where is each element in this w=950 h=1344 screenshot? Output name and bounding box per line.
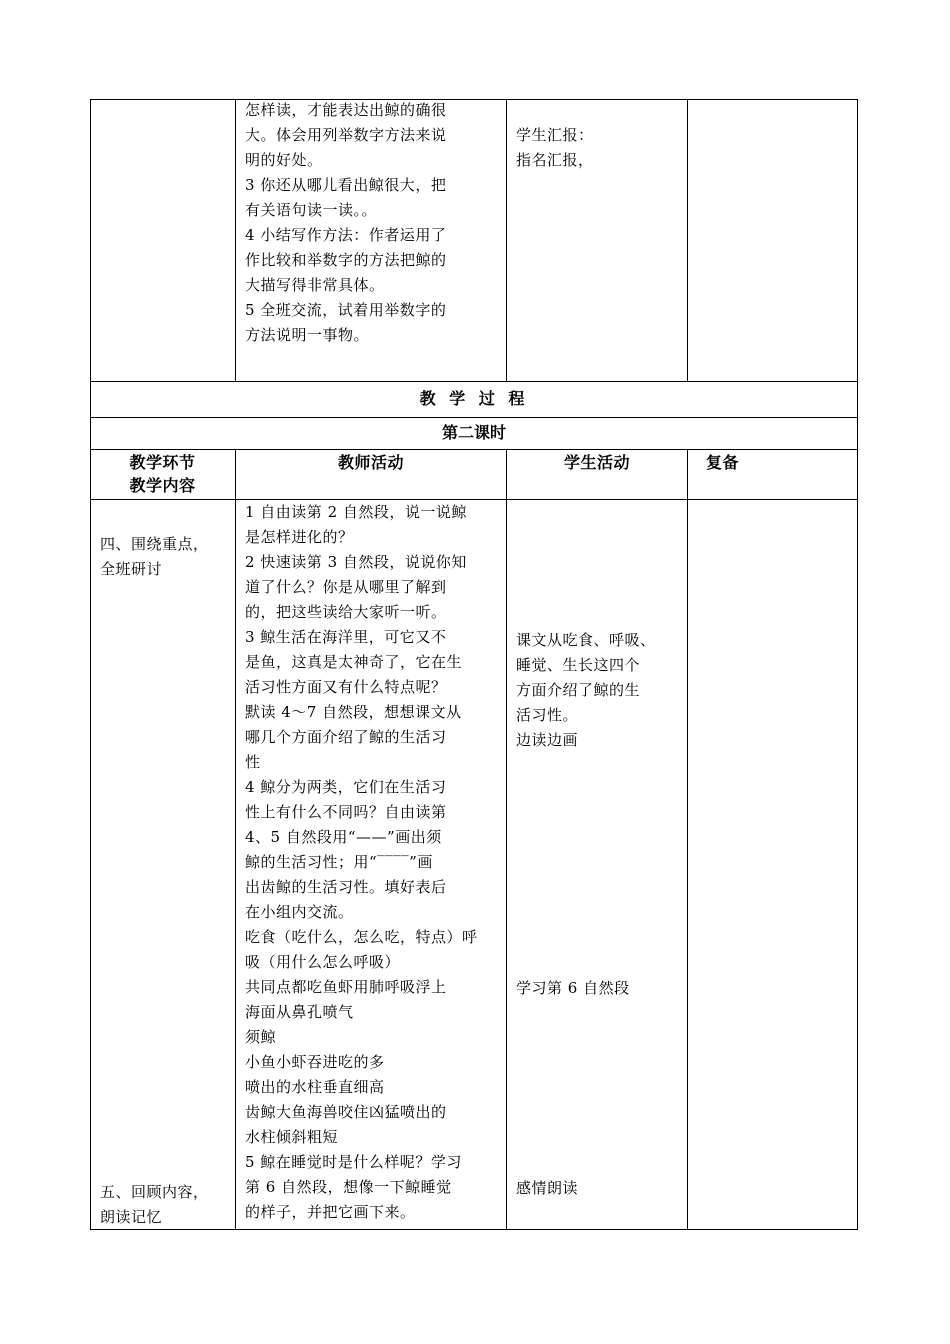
column-divider (506, 449, 507, 1230)
text-line: 作比较和举数字的方法把鲸的 (245, 251, 447, 269)
table-border-right (857, 99, 858, 1230)
text-line: 方面介绍了鲸的生 (516, 681, 641, 699)
segment-part5 (100, 1180, 209, 1230)
text-line: 4、5 自然段用“——”画出须 (245, 828, 442, 846)
text-line: 齿鲸大鱼海兽咬住凶猛喷出的 (245, 1103, 447, 1121)
text-line: 活习性。 (516, 706, 579, 724)
text-line: 5 鲸在睡觉时是什么样呢？学习 (245, 1153, 462, 1171)
text-line: 道了什么？你是从哪里了解到 (245, 578, 447, 596)
text-line: 大。体会用列举数字方法来说 (245, 126, 447, 144)
text-line: 性上有什么不同吗？自由读第 (245, 803, 447, 821)
text-line: 是鱼，这真是太神奇了，它在生 (245, 653, 463, 671)
text-line: 性 (245, 753, 261, 771)
text-line: 须鲸 (245, 1028, 277, 1046)
column-divider (506, 99, 507, 382)
text-line: 活习性方面又有什么特点呢？ (245, 678, 447, 696)
text-line: 怎样读，才能表达出鲸的确很 (245, 101, 447, 119)
text-line: 吸（用什么怎么呼吸） (245, 953, 401, 971)
text-line: 朗读记忆 (100, 1208, 163, 1226)
table-border-top (90, 99, 858, 100)
section-title: 教 学 过 程 (419, 389, 529, 408)
column-divider (687, 99, 688, 382)
header-review: 复备 (706, 453, 740, 472)
lesson-title: 第二课时 (441, 423, 506, 442)
text-line: 2 快速读第 3 自然段，说说你知 (245, 553, 467, 571)
row1-teacher-activity (245, 98, 447, 348)
text-line: 吃食（吃什么，怎么吃，特点）呼 (245, 928, 478, 946)
text-line: 指名汇报， (516, 151, 594, 169)
column-divider (687, 449, 688, 1230)
lesson-table (90, 99, 858, 1230)
text-line: 小鱼小虾吞进吃的多 (245, 1053, 385, 1071)
text-line: 五、回顾内容， (100, 1183, 209, 1201)
header-line: 教学环节 (129, 453, 196, 472)
student-activity-block3: 感情朗读 (516, 1179, 579, 1197)
text-line: 哪几个方面介绍了鲸的生活习 (245, 728, 447, 746)
teacher-activity (245, 500, 478, 1225)
header-segment (90, 451, 235, 497)
table-rule (90, 449, 858, 450)
text-line: 4 鲸分为两类，它们在生活习 (245, 778, 447, 796)
header-student-activity: 学生活动 (563, 453, 630, 472)
text-line: 第 6 自然段，想像一下鲸睡觉 (245, 1178, 452, 1196)
text-line: 大描写得非常具体。 (245, 276, 385, 294)
text-line: 1 自由读第 2 自然段，说一说鲸 (245, 503, 467, 521)
text-line: 5 全班交流，试着用举数字的 (245, 301, 447, 319)
column-divider (235, 449, 236, 1230)
text-line: 喷出的水柱垂直细高 (245, 1078, 385, 1096)
text-line: 的样子，并把它画下来。 (245, 1203, 416, 1221)
text-line: 海面从鼻孔喷气 (245, 1003, 354, 1021)
text-line: 共同点都吃鱼虾用肺呼吸浮上 (245, 978, 447, 996)
text-line: 四、围绕重点， (100, 535, 209, 553)
text-line: 水柱倾斜粗短 (245, 1128, 339, 1146)
text-line: 出齿鲸的生活习性。填好表后 (245, 878, 447, 896)
text-line: 方法说明一事物。 (245, 326, 370, 344)
text-line: 在小组内交流。 (245, 903, 354, 921)
table-border-left (90, 99, 91, 1230)
text-line: 学生汇报： (516, 126, 594, 144)
student-activity-block1 (516, 628, 656, 753)
text-line: 边读边画 (516, 731, 579, 749)
text-line: 睡觉、生长这四个 (516, 656, 641, 674)
header-teacher-activity: 教师活动 (337, 453, 404, 472)
text-line: 鲸的生活习性；用“‾‾‾‾”画 (245, 853, 433, 871)
text-line: 默读 4～7 自然段，想想课文从 (245, 703, 462, 721)
table-rule (90, 381, 858, 382)
text-line: 全班研讨 (100, 560, 163, 578)
segment-part4 (100, 532, 209, 582)
text-line: 明的好处。 (245, 151, 323, 169)
text-line: 3 鲸生活在海洋里，可它又不 (245, 628, 447, 646)
row1-student-activity (516, 123, 594, 173)
text-line: 是怎样进化的？ (245, 528, 354, 546)
text-line: 课文从吃食、呼吸、 (516, 631, 656, 649)
text-line: 的，把这些读给大家听一听。 (245, 603, 447, 621)
text-line: 4 小结写作方法：作者运用了 (245, 226, 447, 244)
text-line: 有关语句读一读。。 (245, 201, 378, 219)
student-activity-block2: 学习第 6 自然段 (516, 979, 630, 997)
column-divider (235, 99, 236, 382)
header-line: 教学内容 (129, 476, 196, 495)
text-line: 3 你还从哪儿看出鲸很大，把 (245, 176, 447, 194)
